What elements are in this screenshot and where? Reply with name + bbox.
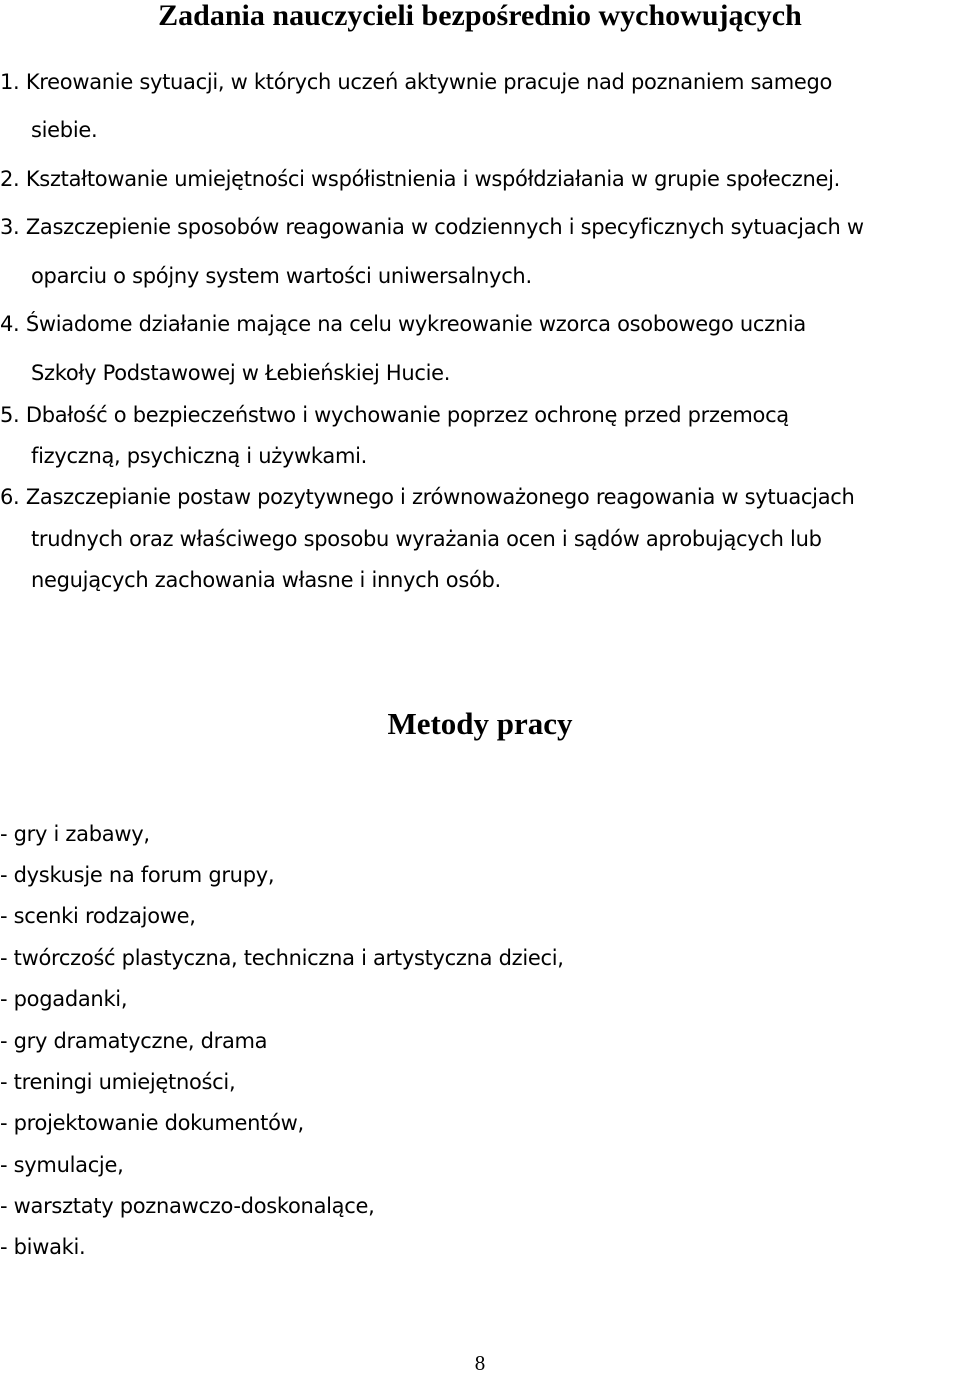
task-item-5-continued: fizyczną, psychiczną i używkami. (31, 444, 368, 468)
task-number: 6. (0, 485, 20, 509)
task-item-3 (0, 213, 864, 241)
task-item-6-continued: negujących zachowania własne i innych osób. (31, 568, 501, 592)
task-item-2 (0, 165, 840, 193)
task-item-4 (0, 310, 806, 338)
task-number: 3. (0, 215, 20, 239)
page-number: 8 (474, 1351, 486, 1375)
task-number: 1. (0, 70, 20, 94)
method-item: - pogadanki, (0, 987, 128, 1011)
task-text: Zaszczepienie sposobów reagowania w codziennych i specyficznych sytuacjach w (25, 215, 864, 239)
method-item: - gry dramatyczne, drama (0, 1029, 268, 1053)
task-text: Kreowanie sytuacji, w których uczeń aktywnie pracuje nad poznaniem samego (25, 70, 833, 94)
method-item: - treningi umiejętności, (0, 1070, 236, 1094)
task-text: Dbałość o bezpieczeństwo i wychowanie poprzez ochronę przed przemocą (25, 403, 789, 427)
method-item: - gry i zabawy, (0, 822, 150, 846)
task-item-6-continued: trudnych oraz właściwego sposobu wyrażania ocen i sądów aprobujących lub (31, 527, 822, 551)
method-item: - projektowanie dokumentów, (0, 1111, 304, 1135)
method-item: - biwaki. (0, 1235, 86, 1259)
page-title: Zadania nauczycieli bezpośrednio wychowujących (158, 0, 802, 32)
task-item-4-continued: Szkoły Podstawowej w Łebieńskiej Hucie. (31, 361, 451, 385)
task-item-6 (0, 483, 855, 511)
task-number: 2. (0, 167, 20, 191)
method-item: - scenki rodzajowe, (0, 904, 196, 928)
section-title: Metody pracy (387, 706, 573, 741)
task-item-1-continued: siebie. (31, 118, 98, 142)
task-text: Kształtowanie umiejętności współistnienia i współdziałania w grupie społecznej. (25, 167, 841, 191)
method-item: - dyskusje na forum grupy, (0, 863, 275, 887)
method-item: - twórczość plastyczna, techniczna i artystyczna dzieci, (0, 946, 564, 970)
task-item-5 (0, 401, 789, 429)
task-item-3-continued: oparciu o spójny system wartości uniwersalnych. (31, 264, 532, 288)
method-item: - symulacje, (0, 1153, 124, 1177)
task-item-1 (0, 68, 832, 96)
task-number: 5. (0, 403, 20, 427)
task-text: Świadome działanie mające na celu wykreowanie wzorca osobowego ucznia (25, 312, 806, 336)
task-number: 4. (0, 312, 20, 336)
task-text: Zaszczepianie postaw pozytywnego i zrównoważonego reagowania w sytuacjach (25, 485, 855, 509)
method-item: - warsztaty poznawczo-doskonalące, (0, 1194, 375, 1218)
